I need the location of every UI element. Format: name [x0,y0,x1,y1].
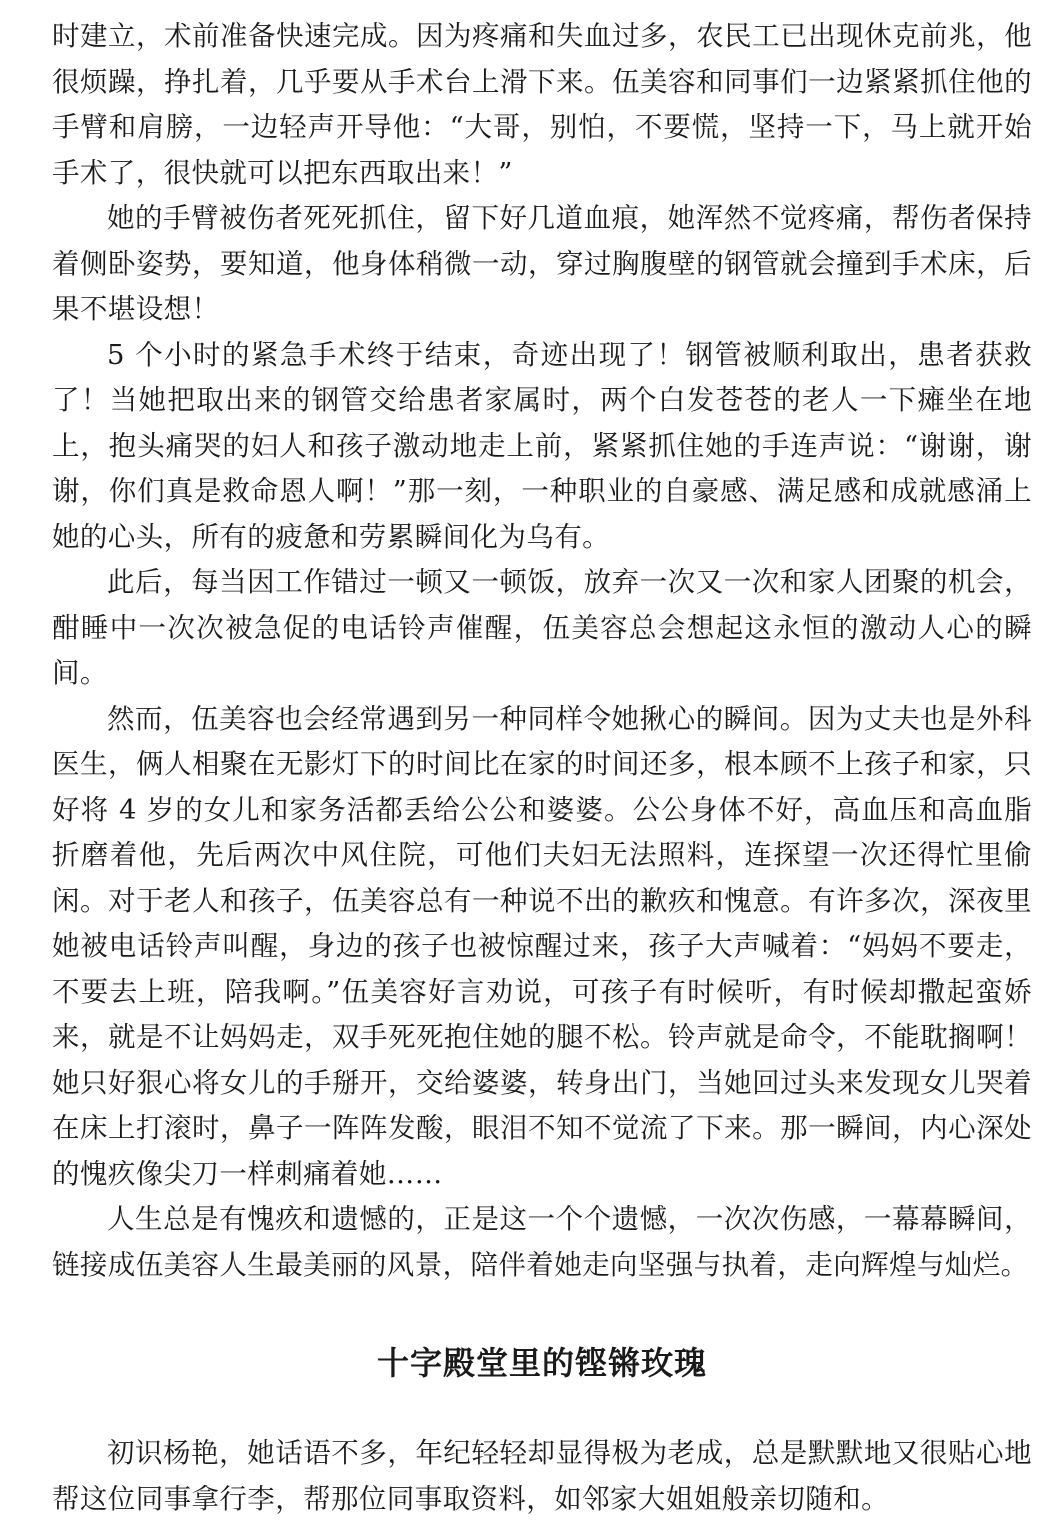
paragraph: 她的手臂被伤者死死抓住，留下好几道血痕，她浑然不觉疼痛，帮伤者保持着侧卧姿势，要知道，他身体稍微一动，穿过胸腹壁的钢管就会撞到手术床，后果不堪设想！ [52,202,1032,325]
paragraph-continued: 时建立，术前准备快速完成。因为疼痛和失血过多，农民工已出现休克前兆，他很烦躁，挣扎着，几乎要从手术台上滑下来。伍美容和同事们一边紧紧抓住他的手臂和肩膀，一边轻声开导他：“大哥，别怕，不要慌，坚持一下，马上就开始手术了，很快就可以把东西取出来！” [52,20,1032,189]
paragraph: 然而，伍美容也会经常遇到另一种同样令她揪心的瞬间。因为丈夫也是外科医生，俩人相聚在无影灯下的时间比在家的时间还多，根本顾不上孩子和家，只好将 4 岁的女儿和家务活都丢给公公和婆婆。公公身体不好，高血压和高血脂折磨着他，先后两次中风住院，可他们夫妇无法照料，连探望一次还得忙里偷闲。对于老人和孩子，伍美容总有一种说不出的歉疚和愧意。有许多次，深夜里她被电话铃声叫醒，身边的孩子也被惊醒过来，孩子大声喊着：“妈妈不要走，不要去上班，陪我啊。”伍美容好言劝说，可孩子有时候听，有时候却撒起蛮娇来，就是不让妈妈走，双手死死抱住她的腿不松。铃声就是命令，不能耽搁啊！她只好狠心将女儿的手掰开，交给婆婆，转身出门，当她回过头来发现女儿哭着在床上打滚时，鼻子一阵阵发酸，眼泪不知不觉流了下来。那一瞬间，内心深处的愧疚像尖刀一样刺痛着她…… [52,702,1032,1190]
paragraph: 此后，每当因工作错过一顿又一顿饭，放弃一次又一次和家人团聚的机会，酣睡中一次次被急促的电话铃声催醒，伍美容总会想起这永恒的激动人心的瞬间。 [52,566,1032,689]
section-title: 十字殿堂里的铿锵玫瑰 [376,1344,707,1382]
paragraph: 人生总是有愧疚和遗憾的，正是这一个个遗憾，一次次伤感，一幕幕瞬间，链接成伍美容人生最美丽的风景，陪伴着她走向坚强与执着，走向辉煌与灿烂。 [52,1203,1032,1281]
paragraph: 初识杨艳，她话语不多，年纪轻轻却显得极为老成，总是默默地又很贴心地帮这位同事拿行李，帮那位同事取资料，如邻家大姐姐般亲切随和。 [52,1437,1032,1515]
paragraph: 5 个小时的紧急手术终于结束，奇迹出现了！钢管被顺利取出，患者获救了！当她把取出来的钢管交给患者家属时，两个白发苍苍的老人一下瘫坐在地上，抱头痛哭的妇人和孩子激动地走上前，紧紧抓住她的手连声说：“谢谢，谢谢，你们真是救命恩人啊！”那一刻，一种职业的自豪感、满足感和成就感涌上她的心头，所有的疲惫和劳累瞬间化为乌有。 [52,338,1032,553]
document-page [52,14,1032,1522]
article-body [52,14,1032,1288]
section-body [52,1431,1032,1522]
